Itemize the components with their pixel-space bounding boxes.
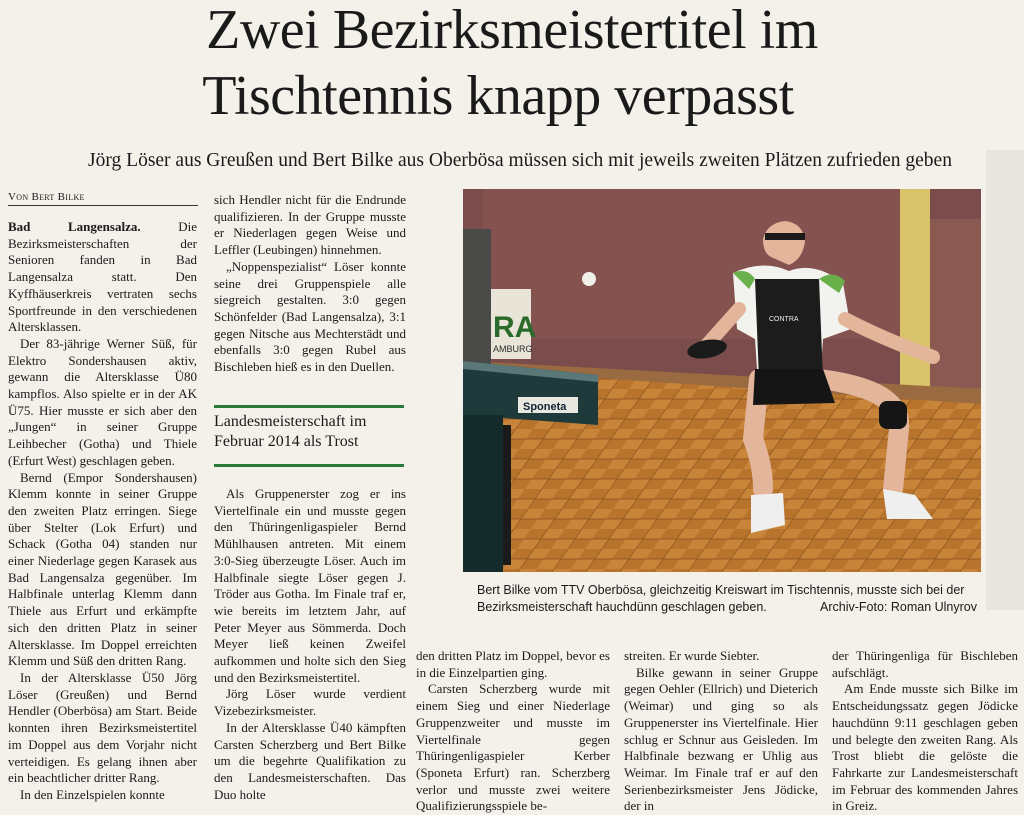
- paragraph: Bilke gewann in seiner Gruppe gegen Oehler (Ellrich) und Dieterich (Weimar) und ging so als Gruppenerster ins Viertelfinale. Hier schlug er Schnur aus Geisleden. Im Halbfinale bezwang er Uhlig aus Weimar. Im Finale traf er auf den Serienbezirksmeister Jens Jödicke, der in: [624, 664, 818, 814]
- banner-subtext: AMBURG: [493, 344, 533, 354]
- paragraph: In der Altersklasse Ü40 kämpften Carsten Scherzberg und Bert Bilke um die begehrte Qualifikation zu den Landesmeisterschaften. Das Duo holte: [214, 719, 406, 802]
- column-4: [624, 648, 818, 815]
- paragraph: der Thüringenliga für Bischleben aufschlägt.: [832, 648, 1018, 680]
- table-brand: Sponeta: [523, 401, 567, 413]
- photo-credit: Archiv-Foto: Roman Ulnyrov: [820, 600, 977, 614]
- paragraph: „Noppenspezialist“ Löser konnte seine drei Gruppenspiele alle siegreich gestalten. 3:0 gegen Schönfelder (Bad Langensalza), 3:1 gegen Nitsche aus Mechterstädt und ebenfalls 3:0 gegen Rubel aus Bischleben hieß es in den Duellen.: [214, 258, 406, 375]
- banner-letters: RA: [493, 311, 537, 344]
- article-photo: [463, 189, 981, 572]
- shirt-text: CONTRA: [769, 316, 799, 323]
- paragraph: den dritten Platz im Doppel, bevor es in die Einzelpartien ging.: [416, 648, 610, 680]
- paragraph: Als Gruppenerster zog er ins Viertelfinale ein und musste gegen den Thüringenligaspieler Bernd Mühlhausen antreten. Mit einem 3:0-Sieg überzeugte Löser. Auch im Halbfinale siegte Löser gegen J. Tröder aus Gotha. Im Finale traf er, wie bereits im letztem Jahr, auf Peter Meyer aus Sömmerda. Doch Meyer ließ keinen Zweifel aufkommen und holte sich den Sieg und den Bezirksmeistertitel.: [214, 486, 406, 685]
- column-3: [416, 648, 610, 815]
- photo-caption: [477, 582, 977, 616]
- column-1: [8, 219, 197, 804]
- subheadline: Jörg Löser aus Greußen und Bert Bilke aus Oberbösa müssen sich mit jeweils zweiten Plätzen zufrieden geben: [88, 150, 952, 171]
- paragraph: Der 83-jährige Werner Süß, für Elektro Sondershausen aktiv, gewann die Altersklasse Ü80 kampflos. Also spielte er in der AK Ü75. Hier musste er sich aber den „Jungen“ in seiner Gruppe Leihbecher (Gotha) und Thiele (Erfurt West) geschlagen geben.: [8, 335, 197, 468]
- paragraph: In den Einzelspielen konnte: [20, 786, 165, 802]
- headline-line-1: Zwei Bezirksmeistertitel im: [206, 0, 818, 61]
- column-2-bottom: [214, 486, 406, 803]
- caption-text: Bert Bilke vom TTV Oberbösa, gleichzeitig Kreiswart im Tischtennis, musste sich bei der Bezirksmeisterschaft hauchdünn geschlagen geben.: [477, 583, 965, 614]
- headline-line-2: Tischtennis knapp verpasst: [202, 65, 794, 127]
- paragraph: Am Ende musste sich Bilke im Entscheidungssatz gegen Jödicke hauchdünn 9:11 geschlagen geben und belegte den zweiten Rang. Als Trost bliebt die gelöste die Fahrkarte zur Landesmeisterschaft im Februar des kommenden Jahres in Greiz.: [832, 681, 1018, 814]
- adjacent-article-edge: [986, 150, 1024, 610]
- dateline: Bad Langensalza.: [8, 219, 141, 234]
- paragraph: In der Altersklasse Ü50 Jörg Löser (Greußen) und Bernd Hendler (Oberbösa) am Start. Beide konnten ihren Bezirksmeistertitel im Doppel aus dem Vorjahr nicht verteidigen. Es gelang ihnen aber ein beachtlicher dritter Rang.: [8, 669, 197, 786]
- byline: Von Bert Bilke: [8, 191, 198, 206]
- paragraph: Jörg Löser wurde verdient Vizebezirksmeister.: [214, 686, 406, 719]
- subtitle-rule-bottom: [214, 464, 404, 467]
- subtitle-rule-top: [214, 405, 404, 408]
- paragraph: Carsten Scherzberg wurde mit einem Sieg und einer Niederlage Gruppenzweiter und musste im Viertelfinale gegen Thüringenligaspieler Kerber (Sponeta Erfurt) ran. Scherzberg verlor und musste zwei weitere Qualifizierungsspiele be-: [416, 681, 610, 814]
- photo-illustration: [463, 189, 981, 572]
- paragraph: Bernd (Empor Sondershausen) Klemm konnte in seiner Gruppe den zweiten Platz erringen. Siege über Stelter (Lok Erfurt) und Schack (Gotha 04) standen nur einer Niederlage gegen Karasek aus Bad Langensalza gegenüber. Im Halbfinale unterlag Klemm dann Thiele aus Erfurt und erkämpfte sich den dritten Platz in seiner Altersklasse. Im Doppel erreichten Klemm und Süß den dritten Rang.: [8, 469, 197, 669]
- paragraph: sich Hendler nicht für die Endrunde qualifizieren. In der Gruppe musste er Niederlagen gegen Weise und Leffler (Leubingen) hinnehmen.: [214, 192, 406, 258]
- paragraph: Bad Langensalza. Die Bezirksmeisterschaften der Senioren fanden in Bad Langensalza statt. Den Kyffhäuserkreis vertraten sechs Sportfreunde in den verschiedenen Altersklassen.: [8, 219, 197, 335]
- column-2-top: [214, 192, 406, 376]
- column-5: [832, 648, 1018, 815]
- paragraph: streiten. Er wurde Siebter.: [624, 648, 760, 663]
- section-subtitle: Landesmeisterschaft im Februar 2014 als Trost: [214, 413, 367, 450]
